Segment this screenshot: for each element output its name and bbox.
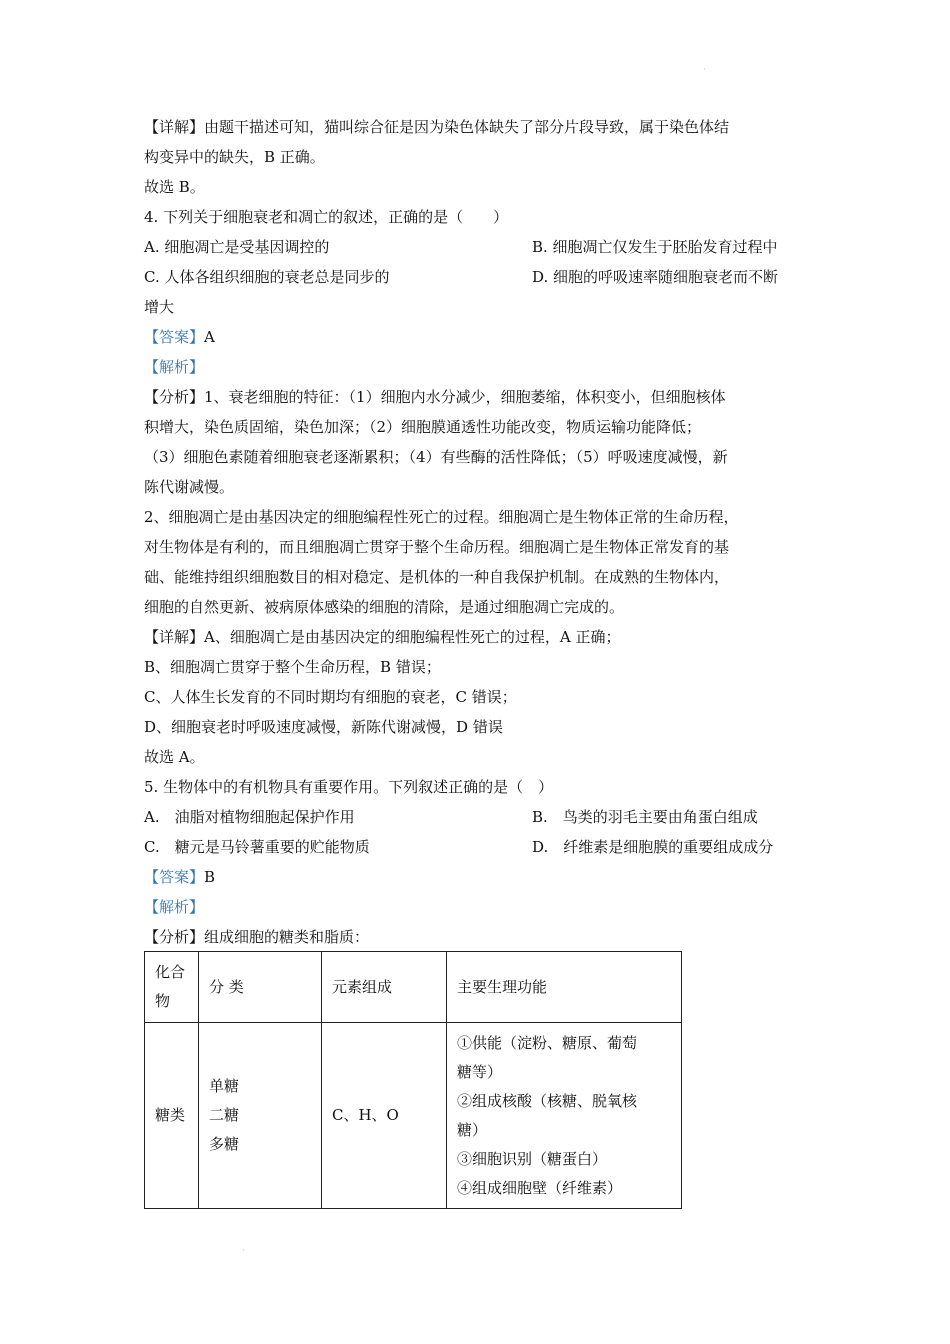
q4-option-d: D. 细胞的呼吸速率随细胞衰老而不断 [532,268,779,286]
q4-analysis-line-4: 陈代谢减慢。 [144,478,235,496]
q5-option-d: D. 纤维素是细胞膜的重要组成成分 [532,838,774,856]
q5-option-a: A. 油脂对植物细胞起保护作用 [144,808,355,826]
function-line: ②组成核酸（核糖、脱氧核 [457,1091,638,1110]
q4-analysis-tag: 【解析】 [144,358,205,376]
answer-value: B [204,868,216,886]
q4-analysis-line-5: 2、细胞凋亡是由基因决定的细胞编程性死亡的过程。细胞凋亡是生物体正常的生命历程， [144,508,739,526]
answer-value: A [204,328,215,346]
q4-option-d-continued: 增大 [144,298,175,316]
q5-analysis-tag: 【解析】 [144,898,205,916]
table-row [145,1023,682,1209]
q4-analysis-line-8: 细胞的自然更新、被病原体感染的细胞的清除，是通过细胞凋亡完成的。 [144,598,625,616]
function-line: ③细胞识别（糖蛋白） [457,1149,608,1168]
q5-answer [144,862,824,892]
q5-options-row-2 [144,832,824,862]
function-line: 糖） [457,1120,488,1139]
q3-conclusion: 故选 B。 [144,178,205,196]
cell-elements: C、H、O [322,1023,447,1209]
function-line: ④组成细胞壁（纤维素） [457,1178,623,1197]
carbohydrate-table [144,951,682,1209]
header-cell-compound: 化合物 [145,952,199,1023]
q4-detail-b: B、细胞凋亡贯穿于整个生命历程，B 错误； [144,658,441,676]
detail-text: 由题干描述可知，猫叫综合征是因为染色体缺失了部分片段导致，属于染色体结 [204,118,730,136]
answer-tag: 【答案】 [144,868,205,886]
analysis-text: 1、衰老细胞的特征：（1）细胞内水分减少，细胞萎缩，体积变小，但细胞核体 [204,388,726,406]
function-line: ①供能（淀粉、糖原、葡萄 [457,1033,638,1052]
q5-options-row-1 [144,802,824,832]
detail-tag: 【详解】 [144,628,205,646]
q4-analysis-line-6: 对生物体是有利的，而且细胞凋亡贯穿于整个生命历程。细胞凋亡是生物体正常发育的基 [144,538,730,556]
q4-conclusion: 故选 A。 [144,748,205,766]
analysis-sub-tag: 【分析】 [144,928,205,946]
q4-detail-d: D、细胞衰老时呼吸速度减慢，新陈代谢减慢，D 错误 [144,718,503,736]
q4-analysis-line-2: 积增大，染色质固缩，染色加深；（2）细胞膜通透性功能改变，物质运输功能降低； [144,418,702,436]
page-mark-bottom: · [242,1246,245,1256]
q4-detail-a [144,622,824,652]
q4-options-row-1 [144,232,824,262]
q4-analysis-line-3: （3）细胞色素随着细胞衰老逐渐累积；（4）有些酶的活性降低；（5）呼吸速度减慢，新 [144,448,728,466]
category-item: 二糖 [209,1106,240,1124]
detail-tag: 【详解】 [144,118,205,136]
table-header-row [145,952,682,1023]
q4-option-c: C. 人体各组织细胞的衰老总是同步的 [144,268,390,286]
category-item: 单糖 [209,1077,240,1095]
function-line: 糖等） [457,1062,503,1081]
cell-functions [447,1023,682,1209]
q4-analysis-line-7: 础、能维持组织细胞数目的相对稳定、是机体的一种自我保护机制。在成熟的生物体内， [144,568,730,586]
document-body [144,112,824,952]
q5-stem: 5. 生物体中的有机物具有重要作用。下列叙述正确的是（ ） [144,778,554,796]
analysis-text: 组成细胞的糖类和脂质： [204,928,370,946]
q5-option-c: C. 糖元是马铃薯重要的贮能物质 [144,838,370,856]
q4-analysis-line-1 [144,382,824,412]
header-cell-elements: 元素组成 [322,952,447,1023]
q4-option-a: A. 细胞凋亡是受基因调控的 [144,238,330,256]
answer-tag: 【答案】 [144,328,205,346]
q3-detail-line-2: 构变异中的缺失，B 正确。 [144,148,325,166]
q4-option-b: B. 细胞凋亡仅发生于胚胎发育过程中 [532,238,778,256]
analysis-sub-tag: 【分析】 [144,388,205,406]
q4-options-row-2 [144,262,824,292]
q5-option-b: B. 鸟类的羽毛主要由角蛋白组成 [532,808,758,826]
q4-detail-c: C、人体生长发育的不同时期均有细胞的衰老，C 错误； [144,688,517,706]
detail-text: A、细胞凋亡是由基因决定的细胞编程性死亡的过程，A 正确； [204,628,621,646]
q3-detail-line [144,112,824,142]
page-mark-top: · [703,65,706,75]
q4-stem: 4. 下列关于细胞衰老和凋亡的叙述，正确的是（ ） [144,208,509,226]
cell-categories [199,1023,322,1209]
header-cell-functions: 主要生理功能 [447,952,682,1023]
category-item: 多糖 [209,1135,240,1153]
cell-compound: 糖类 [145,1023,199,1209]
q4-answer [144,322,824,352]
q5-analysis-line [144,922,824,952]
header-cell-category: 分 类 [199,952,322,1023]
